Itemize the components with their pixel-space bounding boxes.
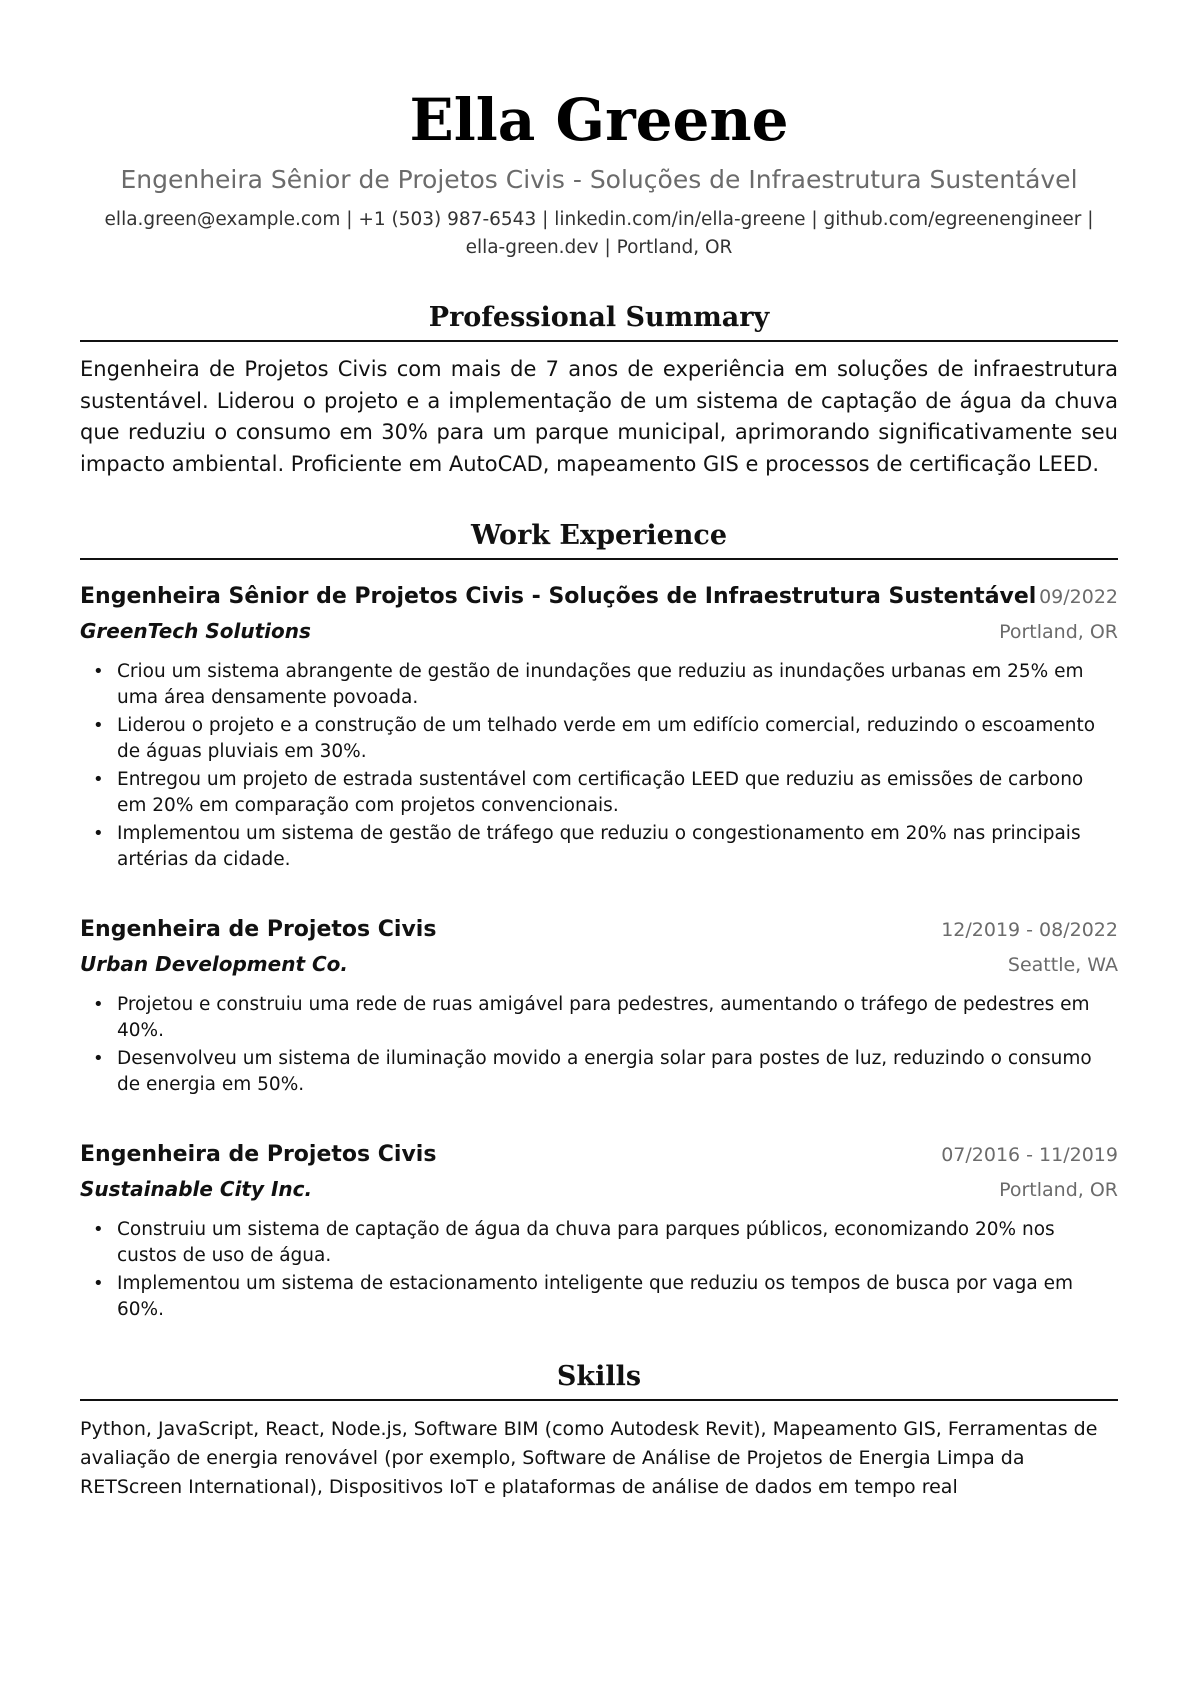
job-bullet (80, 1046, 1118, 1098)
job-bullet-text: Implementou um sistema de estacionamento inteligente que reduziu os tempos de busca por vaga em 60%. (117, 1273, 1074, 1320)
job-bullet-text: Entregou um projeto de estrada sustentável com certificação LEED que reduziu as emissões de carbono em 20% em comparação com projetos convencionais. (117, 769, 1084, 816)
work-section-title: Work Experience (80, 516, 1118, 560)
contact-line: ella.green@example.com | +1 (503) 987-6543 | linkedin.com/in/ella-greene | github.com/egreenengineer | ella-green.dev | Portland, OR (104, 209, 1094, 258)
bullet-icon: • (93, 823, 104, 844)
job-location: Seattle, WA (1007, 954, 1118, 976)
job-bullet-list (80, 659, 1118, 873)
job-company-row (80, 1172, 1118, 1207)
job-header-row (80, 1138, 1118, 1172)
job-bullet (80, 767, 1118, 819)
job-bullet-list (80, 1217, 1118, 1323)
bullet-icon: • (93, 1219, 104, 1240)
job-bullet (80, 1271, 1118, 1323)
job-company: Urban Development Co. (80, 952, 348, 976)
job-entry (80, 913, 1118, 1098)
job-title: Engenheira Sênior de Projetos Civis - Soluções de Infraestrutura Sustentável (80, 584, 1037, 609)
job-bullet (80, 659, 1118, 711)
job-title: Engenheira de Projetos Civis (80, 917, 437, 942)
job-title: Engenheira de Projetos Civis (80, 1142, 437, 1167)
job-bullet-text: Construiu um sistema de captação de água da chuva para parques públicos, economizando 20% nos custos de uso de água. (117, 1219, 1055, 1266)
job-location: Portland, OR (999, 621, 1118, 643)
bullet-icon: • (93, 661, 104, 682)
job-entry (80, 580, 1118, 873)
bullet-icon: • (93, 994, 104, 1015)
skills-text: Python, JavaScript, React, Node.js, Software BIM (como Autodesk Revit), Mapeamento GIS, Ferramentas de avaliação de energia renovável (por exemplo, Software de Análise de Projetos de Energia Limpa da RETScreen International), Dispositivos IoT e plataformas de análise de dados em tempo real (80, 1418, 1098, 1498)
bullet-icon: • (93, 769, 104, 790)
job-company: GreenTech Solutions (80, 619, 311, 643)
job-bullet (80, 713, 1118, 765)
bullet-icon: • (93, 1048, 104, 1069)
job-bullet-text: Criou um sistema abrangente de gestão de inundações que reduziu as inundações urbanas em 25% em uma área densamente povoada. (117, 661, 1084, 708)
job-entry (80, 1138, 1118, 1323)
job-bullet-list (80, 992, 1118, 1098)
job-bullet (80, 1217, 1118, 1269)
job-date: 09/2022 (1039, 586, 1118, 608)
job-location: Portland, OR (999, 1179, 1118, 1201)
job-company: Sustainable City Inc. (80, 1177, 313, 1201)
summary-section-title: Professional Summary (80, 298, 1118, 342)
bullet-icon: • (93, 715, 104, 736)
job-company-row (80, 614, 1118, 649)
skills-section-title: Skills (80, 1357, 1118, 1401)
candidate-name: Ella Greene (409, 86, 789, 154)
job-bullet-text: Liderou o projeto e a construção de um telhado verde em um edifício comercial, reduzindo o escoamento de águas pluviais em 30%. (117, 715, 1096, 762)
job-header-row (80, 580, 1118, 614)
candidate-headline: Engenheira Sênior de Projetos Civis - Soluções de Infraestrutura Sustentável (120, 165, 1078, 194)
job-bullet-text: Desenvolveu um sistema de iluminação movido a energia solar para postes de luz, reduzindo o consumo de energia em 50%. (117, 1048, 1092, 1095)
job-bullet-text: Projetou e construiu uma rede de ruas amigável para pedestres, aumentando o tráfego de pedestres em 40%. (117, 994, 1090, 1041)
resume-page (80, 0, 1118, 1502)
job-date: 12/2019 - 08/2022 (941, 919, 1118, 941)
job-bullet-text: Implementou um sistema de gestão de tráfego que reduziu o congestionamento em 20% nas principais artérias da cidade. (117, 823, 1081, 870)
job-date: 07/2016 - 11/2019 (941, 1144, 1118, 1166)
summary-text: Engenheira de Projetos Civis com mais de 7 anos de experiência em soluções de infraestrutura sustentável. Liderou o projeto e a implementação de um sistema de captação de água da chuva que reduziu o consumo em 30% para um parque municipal, aprimorando significativamente seu impacto ambiental. Proficiente em AutoCAD, mapeamento GIS e processos de certificação LEED. (80, 357, 1118, 476)
bullet-icon: • (93, 1273, 104, 1294)
job-bullet (80, 992, 1118, 1044)
job-header-row (80, 913, 1118, 947)
job-company-row (80, 947, 1118, 982)
job-bullet (80, 821, 1118, 873)
